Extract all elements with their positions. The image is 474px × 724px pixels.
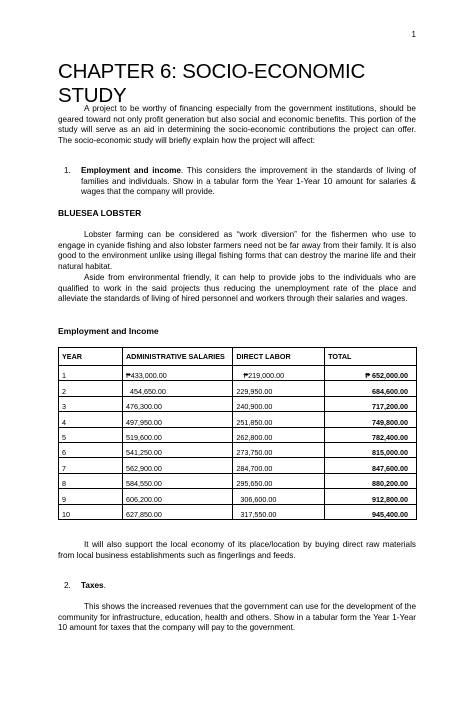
table-row [59, 427, 417, 442]
cell-total: 717,200.00 [325, 396, 417, 411]
table-row [59, 366, 417, 381]
employment-heading: Employment and Income [58, 326, 159, 336]
list-item-taxes [58, 581, 416, 592]
table-row [59, 473, 417, 488]
cell-admin-salaries: 627,850.00 [122, 504, 232, 519]
cell-total: 749,800.00 [325, 412, 417, 427]
cell-total: 945,400.00 [325, 504, 417, 519]
cell-direct-labor: 251,850.00 [233, 412, 325, 427]
list-item-employment [58, 166, 416, 198]
cell-admin-salaries: 476,300.00 [122, 396, 232, 411]
table-row [59, 381, 417, 396]
cell-direct-labor: 229,950.00 [233, 381, 325, 396]
bluesea-heading: BLUESEA LOBSTER [58, 208, 142, 218]
table-header-row [59, 348, 417, 366]
column-header-direct-labor: DIRECT LABOR [233, 348, 325, 366]
cell-year: 9 [59, 489, 123, 504]
list-content [81, 166, 416, 198]
cell-admin-salaries: ₱433,000.00 [122, 366, 232, 381]
table-row [59, 458, 417, 473]
cell-total: 815,000.00 [325, 442, 417, 457]
table-row [59, 504, 417, 519]
list-number: 1. [64, 166, 71, 175]
cell-admin-salaries: 562,900.00 [122, 458, 232, 473]
list-item-text: . [103, 581, 106, 590]
cell-total: 912,800.00 [325, 489, 417, 504]
cell-total: 847,600.00 [325, 458, 417, 473]
cell-direct-labor: 295,650.00 [233, 473, 325, 488]
table-row [59, 412, 417, 427]
page-number: 1 [411, 30, 416, 39]
list-item-title: Taxes [81, 581, 104, 590]
intro-paragraph: A project to be worthy of financing especially from the government institutions, should be geared toward not only profit generation but also social and economic benefits. This portion of the study will serve as an aid in determining the socio-economic contributions the project can offer. The socio-economic study will briefly explain how the project will affect: [58, 104, 416, 145]
cell-direct-labor: 262,800.00 [233, 427, 325, 442]
local-economy-paragraph: It will also support the local economy of its place/location by buying direct raw materials from local business establishments such as fingerlings and feeds. [58, 540, 416, 560]
cell-year: 10 [59, 504, 123, 519]
cell-admin-salaries: 497,950.00 [122, 412, 232, 427]
list-content [81, 581, 416, 592]
cell-direct-labor: 284,700.00 [233, 458, 325, 473]
cell-total: 782,400.00 [325, 427, 417, 442]
list-number: 2. [64, 581, 71, 590]
bluesea-paragraph-2: Aside from environmental friendly, it can help to provide jobs to the individuals who are qualified to work in the said projects thus reducing the unemployment rate of the place and alleviate the standards of living of hired personnel and workers through their salaries and wages. [58, 273, 416, 304]
cell-direct-labor: 317,550.00 [233, 504, 325, 519]
cell-direct-labor: 273,750.00 [233, 442, 325, 457]
cell-total: ₱ 652,000.00 [325, 366, 417, 381]
cell-admin-salaries: 519,600.00 [122, 427, 232, 442]
cell-year: 1 [59, 366, 123, 381]
cell-admin-salaries: 606,200.00 [122, 489, 232, 504]
table-row [59, 442, 417, 457]
cell-admin-salaries: 454,650.00 [122, 381, 232, 396]
cell-total: 684,600.00 [325, 381, 417, 396]
table-row [59, 396, 417, 411]
cell-direct-labor: 306,600.00 [233, 489, 325, 504]
cell-admin-salaries: 541,250.00 [122, 442, 232, 457]
cell-year: 2 [59, 381, 123, 396]
bluesea-paragraph-1: Lobster farming can be considered as “work diversion” for the fishermen who use to engage in cyanide fishing and also lobster farmers need not be far away from their family. It is also good to the environment unlike using illegal fishing forms that can destroy the marine life and their natural habitat. [58, 230, 416, 271]
cell-year: 8 [59, 473, 123, 488]
cell-year: 4 [59, 412, 123, 427]
cell-direct-labor: 240,900.00 [233, 396, 325, 411]
taxes-paragraph: This shows the increased revenues that the government can use for the development of the community for infrastructure, education, health and others. Show in a tabular form the Year 1-Year 10 amount for taxes that the company will pay to the government. [58, 602, 416, 633]
list-item-title: Employment and income [81, 166, 181, 175]
employment-income-table [58, 347, 417, 520]
column-header-total: TOTAL [325, 348, 417, 366]
cell-year: 7 [59, 458, 123, 473]
cell-admin-salaries: 584,550.00 [122, 473, 232, 488]
cell-year: 5 [59, 427, 123, 442]
cell-year: 6 [59, 442, 123, 457]
table-row [59, 489, 417, 504]
cell-direct-labor: ₱219,000.00 [233, 366, 325, 381]
column-header-year: YEAR [59, 348, 123, 366]
cell-total: 880,200.00 [325, 473, 417, 488]
chapter-title: CHAPTER 6: SOCIO-ECONOMIC STUDY [58, 60, 366, 107]
column-header-admin-salaries: ADMINISTRATIVE SALARIES [122, 348, 232, 366]
list-item-text: . This considers the improvement in the standards of living of families and individuals. Show in a tabular form the Year 1-Year 10 amount for salaries & wages that the company will provide. [81, 166, 416, 197]
cell-year: 3 [59, 396, 123, 411]
